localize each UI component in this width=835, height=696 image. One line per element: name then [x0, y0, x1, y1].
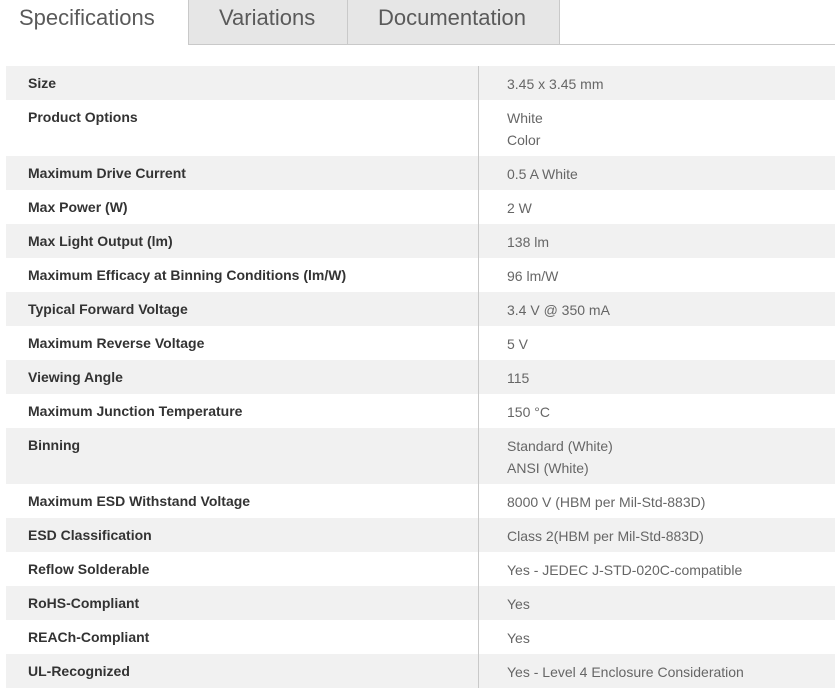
spec-value-line: 96 lm/W [507, 268, 559, 284]
spec-value [479, 224, 835, 258]
spec-value-line: Yes - Level 4 Enclosure Consideration [507, 664, 744, 680]
tab-documentation[interactable] [347, 0, 560, 45]
spec-row-product-options [6, 100, 835, 156]
spec-label: REACh-Compliant [6, 620, 479, 654]
spec-row-maximum-reverse-voltage [6, 326, 835, 360]
spec-row-viewing-angle [6, 360, 835, 394]
spec-row-esd-classification [6, 518, 835, 552]
spec-value [479, 484, 835, 518]
spec-value [479, 258, 835, 292]
spec-value-line: 115 [507, 370, 530, 386]
spec-value [479, 100, 835, 156]
spec-value-line: 2 W [507, 200, 532, 216]
spec-value [479, 66, 835, 100]
specifications-table [6, 66, 835, 688]
spec-row-maximum-drive-current [6, 156, 835, 190]
tab-specifications[interactable] [0, 0, 188, 46]
spec-value [479, 394, 835, 428]
spec-label: ESD Classification [6, 518, 479, 552]
spec-value [479, 360, 835, 394]
spec-row-ul-recognized [6, 654, 835, 688]
spec-value [479, 552, 835, 586]
spec-value [479, 428, 835, 484]
spec-value [479, 156, 835, 190]
spec-label: Binning [6, 428, 479, 484]
spec-row-reach-compliant [6, 620, 835, 654]
spec-row-rohs-compliant [6, 586, 835, 620]
spec-value-line: 8000 V (HBM per Mil-Std-883D) [507, 494, 706, 510]
spec-label: Viewing Angle [6, 360, 479, 394]
spec-label: Maximum Drive Current [6, 156, 479, 190]
spec-value [479, 518, 835, 552]
spec-row-reflow-solderable [6, 552, 835, 586]
spec-row-binning [6, 428, 835, 484]
spec-value-line: Standard (White) [507, 438, 613, 454]
spec-value [479, 190, 835, 224]
spec-row-maximum-junction-temperature [6, 394, 835, 428]
spec-label: Maximum Reverse Voltage [6, 326, 479, 360]
spec-label: RoHS-Compliant [6, 586, 479, 620]
spec-row-size [6, 66, 835, 100]
spec-value [479, 620, 835, 654]
spec-value-line: 150 °C [507, 404, 550, 420]
spec-label: Maximum ESD Withstand Voltage [6, 484, 479, 518]
spec-label: Reflow Solderable [6, 552, 479, 586]
spec-value-line: 5 V [507, 336, 529, 352]
tab-variations-label: Variations [219, 5, 316, 30]
spec-label: Product Options [6, 100, 479, 156]
spec-label: Maximum Efficacy at Binning Conditions (lm/W) [6, 258, 479, 292]
spec-value-line: Yes - JEDEC J-STD-020C-compatible [507, 562, 743, 578]
spec-row-maximum-esd-withstand-voltage [6, 484, 835, 518]
spec-value [479, 292, 835, 326]
spec-value [479, 654, 835, 688]
spec-row-maximum-efficacy [6, 258, 835, 292]
spec-row-typical-forward-voltage [6, 292, 835, 326]
tab-documentation-label: Documentation [378, 5, 526, 30]
tab-specifications-label: Specifications [19, 5, 155, 30]
spec-value-line: ANSI (White) [507, 460, 589, 476]
tab-variations[interactable] [188, 0, 347, 45]
tab-bar [0, 0, 835, 45]
spec-label: Maximum Junction Temperature [6, 394, 479, 428]
spec-value-line: Class 2(HBM per Mil-Std-883D) [507, 528, 704, 544]
spec-label: Typical Forward Voltage [6, 292, 479, 326]
spec-label: Max Light Output (lm) [6, 224, 479, 258]
spec-value-line: Yes [507, 630, 530, 646]
spec-row-max-power [6, 190, 835, 224]
spec-label: Max Power (W) [6, 190, 479, 224]
spec-value-line: 3.45 x 3.45 mm [507, 76, 604, 92]
spec-value [479, 586, 835, 620]
spec-value-line: Yes [507, 596, 530, 612]
spec-value-line: White [507, 110, 543, 126]
spec-value-line: 138 lm [507, 234, 550, 250]
spec-label: Size [6, 66, 479, 100]
spec-row-max-light-output [6, 224, 835, 258]
spec-value-line: Color [507, 132, 541, 148]
spec-value-line: 3.4 V @ 350 mA [507, 302, 610, 318]
spec-value [479, 326, 835, 360]
spec-value-line: 0.5 A White [507, 166, 578, 182]
spec-label: UL-Recognized [6, 654, 479, 688]
